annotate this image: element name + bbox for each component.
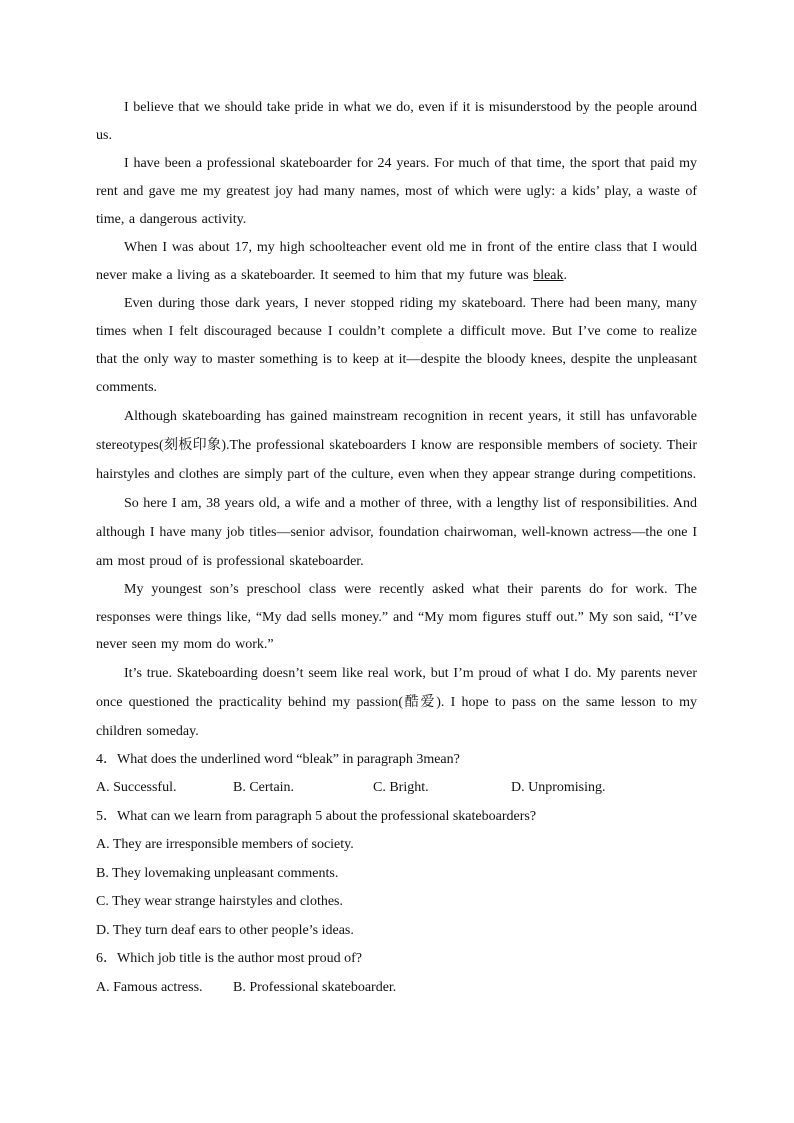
paragraph-3-end: . [563,268,568,283]
question-5-option-b: B. They lovemaking unpleasant comments. [96,865,339,881]
question-6-options [96,974,697,1003]
paragraph-5: Although skateboarding has gained mainstream recognition in recent years, it still has unfavorable stereotypes(刻板印象).The professional skateboarders I know are responsible members of society. Their hairstyles and clothes are simply part of the culture, even when they appear strange during competitions. [96,409,697,482]
question-5-option-d: D. They turn deaf ears to other people’s ideas. [96,922,354,938]
paragraph-7: My youngest son’s preschool class were recently asked what their parents do for work. The responses were things like, “My dad sells money.” and “My mom figures stuff out.” My son said, “I’ve never seen my mom do work.” [96,582,697,652]
question-4-option-d: D. Unpromising. [511,780,606,795]
question-6 [96,945,697,1002]
question-5-stem: 5．What can we learn from paragraph 5 about the professional skateboarders? [96,808,537,824]
paragraph-3 [96,234,697,290]
question-5 [96,803,697,946]
question-5-option-c: C. They wear strange hairstyles and clothes. [96,894,344,909]
question-4-option-c: C. Bright. [373,780,429,795]
question-4 [96,746,697,803]
underlined-word-bleak: bleak [533,268,564,283]
question-4-stem: 4．What does the underlined word “bleak” in paragraph 3mean? [96,751,460,767]
reading-passage [96,94,697,1002]
question-6-option-a: A. Famous actress. [96,979,203,995]
question-5-option-a: A. They are irresponsible members of society. [96,837,354,852]
question-6-stem: 6．Which job title is the author most proud of? [96,951,362,966]
paragraph-6: So here I am, 38 years old, a wife and a mother of three, with a lengthy list of responsibilities. And although I have many job titles—senior advisor, foundation chairwoman, well-known actress—the one I am most proud of is professional skateboarder. [96,496,697,569]
paragraph-4: Even during those dark years, I never stopped riding my skateboard. There had been many, many times when I felt discouraged because I couldn’t complete a difficult move. But I’ve come to realize that the only way to master something is to keep at it—despite the bloody knees, despite the unpleasant comments. [96,296,697,395]
paragraph-8: It’s true. Skateboarding doesn’t seem like real work, but I’m proud of what I do. My parents never once questioned the practicality behind my passion(酷爱). I hope to pass on the same lesson to my children someday. [96,665,697,739]
paragraph-2: I have been a professional skateboarder for 24 years. For much of that time, the sport that paid my rent and gave me my greatest joy had many names, most of which were ugly: a kids’ play, a waste of time, a dangerous activity. [96,156,697,227]
question-4-options [96,774,697,803]
paragraph-1: I believe that we should take pride in what we do, even if it is misunderstood by the people around us. [96,100,697,143]
question-6-option-b: B. Professional skateboarder. [233,979,397,995]
paragraph-3-text: When I was about 17, my high schoolteacher event old me in front of the entire class that I would never make a living as a skateboarder. It seemed to him that my future was [96,240,697,283]
question-4-option-b: B. Certain. [233,780,295,795]
question-4-option-a: A. Successful. [96,780,177,795]
